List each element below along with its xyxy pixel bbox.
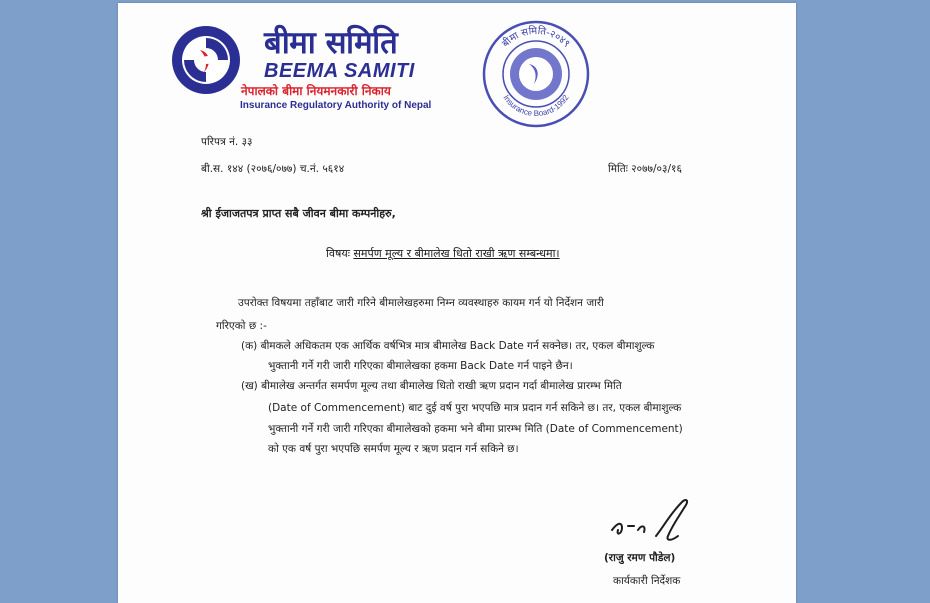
intro-line-1: उपरोक्त विषयमा तहाँबाट जारी गरिने बीमालेखहरुमा निम्न व्यवस्थाहरु कायम गर्न यो निर्देशन जारी: [238, 297, 604, 309]
subject-text: समर्पण मूल्य र बीमालेख धितो राखी ऋण सम्बन्धमा।: [353, 247, 560, 260]
point-ka-line-1: (क) बीमकले अधिकतम एक आर्थिक वर्षभित्र मात्र बीमालेख Back Date गर्न सक्नेछ। तर, एकल बीमाशुल्क: [241, 340, 655, 352]
insurance-board-seal-icon: [480, 18, 592, 130]
intro-line-2: गरिएको छ :-: [216, 320, 267, 332]
salutation: श्री ईजाजतपत्र प्राप्त सबै जीवन बीमा कम्पनीहरु,: [201, 207, 396, 220]
point-kha-line-1: (ख) बीमालेख अन्तर्गत समर्पण मूल्य तथा बीमालेख धितो राखी ऋण प्रदान गर्दा बीमालेख प्रारम्भ मिति: [241, 380, 622, 392]
signatory-name: (राजु रमण पौडेल): [604, 552, 676, 564]
seal-bottom-text: Insurance Board-1992: [501, 93, 571, 119]
seal-top-text: बीमा समिति-२०४९: [500, 25, 572, 50]
subject-label: विषयः: [326, 247, 350, 260]
point-kha-line-3: भुक्तानी गर्ने गरी जारी गरिएका बीमालेखको हकमा भने बीमा प्रारम्भ मिति (Date of Commencement): [268, 423, 683, 435]
reference-number: बी.स. १४४ (२०७६/०७७) च.नं. ५६१४: [201, 163, 345, 175]
point-ka-line-2: भुक्तानी गर्ने गरी जारी गरिएका बीमालेखका हकमा Back Date गर्न पाइने छैन।: [268, 360, 573, 372]
point-kha-line-2: (Date of Commencement) बाट दुई वर्ष पुरा भएपछि मात्र प्रदान गर्न सकिने छ। तर, एकल बीमाशुल्क: [268, 402, 682, 414]
brand-name-english: BEEMA SAMITI: [264, 60, 415, 82]
beema-samiti-logo-icon: [170, 24, 242, 96]
subject-line: [326, 246, 560, 261]
brand-subtitle-nepali: नेपालको बीमा नियमनकारी निकाय: [241, 84, 391, 98]
circular-number: परिपत्र नं. ३३: [201, 136, 253, 148]
point-kha-line-4: को एक वर्ष पुरा भएपछि समर्पण मूल्य र ऋण प्रदान गर्न सकिने छ।: [268, 443, 519, 455]
signature-image: [608, 496, 698, 546]
brand-subtitle-english: Insurance Regulatory Authority of Nepal: [240, 100, 432, 111]
signatory-title: कार्यकारी निर्देशक: [613, 575, 681, 587]
brand-name-nepali: बीमा समिति: [264, 25, 398, 61]
letter-page: [118, 3, 796, 603]
letter-date: मितिः २०७७/०३/१६: [608, 163, 682, 175]
